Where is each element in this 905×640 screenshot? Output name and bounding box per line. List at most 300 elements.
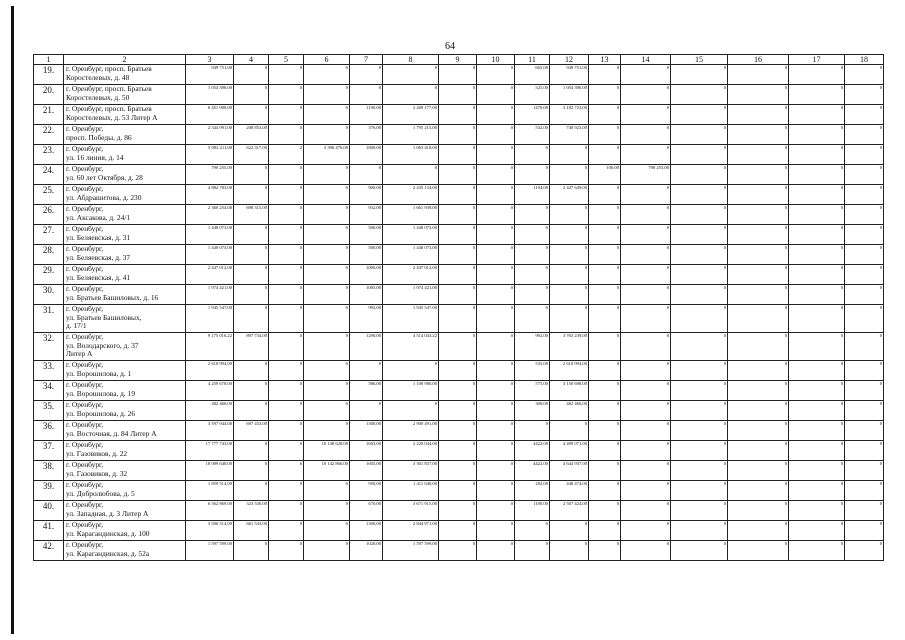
value-cell: 0 xyxy=(269,165,304,185)
value-cell: 0 xyxy=(477,401,515,421)
value-cell: 1300,00 xyxy=(350,421,383,441)
value-cell: 0 xyxy=(845,145,884,165)
value-cell: 0 xyxy=(671,333,728,361)
row-number: 35. xyxy=(34,401,64,421)
address-line: г. Оренбург, xyxy=(66,204,104,213)
value-cell: 0 xyxy=(304,245,350,265)
value-cell: 1 054 396,00 xyxy=(186,85,234,105)
value-cell: 900,00 xyxy=(350,185,383,205)
value-cell: 0 xyxy=(845,225,884,245)
value-cell: 0 xyxy=(477,245,515,265)
address-cell xyxy=(64,185,186,205)
value-cell: 1800,00 xyxy=(350,145,383,165)
value-cell: 1300,00 xyxy=(350,521,383,541)
value-cell: 0 xyxy=(789,125,845,145)
address-cell xyxy=(64,401,186,421)
value-cell: 0 xyxy=(789,441,845,461)
column-header: 12 xyxy=(550,55,589,65)
table-row xyxy=(34,421,884,441)
value-cell: 0 xyxy=(589,501,621,521)
value-cell: 0 xyxy=(845,85,884,105)
value-cell: 0 xyxy=(269,481,304,501)
value-cell: 0 xyxy=(671,501,728,521)
value-cell: 1100,00 xyxy=(515,501,550,521)
value-cell: 0 xyxy=(477,361,515,381)
value-cell: 0 xyxy=(728,245,789,265)
value-cell: 0 xyxy=(589,225,621,245)
value-cell: 0 xyxy=(589,401,621,421)
value-cell: 0 xyxy=(477,541,515,561)
address-cell xyxy=(64,145,186,165)
row-number: 31. xyxy=(34,305,64,333)
value-cell: 0 xyxy=(234,105,269,125)
table-row xyxy=(34,381,884,401)
value-cell: 323 530,00 xyxy=(234,501,269,521)
address-cell xyxy=(64,285,186,305)
value-cell: 0 xyxy=(589,421,621,441)
value-cell: 0 xyxy=(589,145,621,165)
value-cell: 0 xyxy=(234,65,269,85)
value-cell: 0 xyxy=(234,305,269,333)
value-cell: 0 xyxy=(589,541,621,561)
value-cell: 0 xyxy=(621,185,671,205)
value-cell: 0 xyxy=(477,461,515,481)
value-cell: 6 xyxy=(269,441,304,461)
address-line: ул. Братьев Башиловых, xyxy=(66,312,142,322)
value-cell: 0 xyxy=(269,381,304,401)
table-row xyxy=(34,165,884,185)
table-row xyxy=(34,285,884,305)
value-cell: 0 xyxy=(589,205,621,225)
address-line: ул. Газовиков, д. 32 xyxy=(66,468,128,478)
value-cell: 0 xyxy=(671,421,728,441)
row-number: 21. xyxy=(34,105,64,125)
address-cell xyxy=(64,333,186,361)
value-cell: 0 xyxy=(671,105,728,125)
column-header: 14 xyxy=(621,55,671,65)
value-cell: 0 xyxy=(728,305,789,333)
address-cell xyxy=(64,245,186,265)
address-line: ул. Володарского, д. 37 xyxy=(66,340,139,350)
value-cell: 790 255,00 xyxy=(186,165,234,185)
value-cell: 0 xyxy=(350,401,383,421)
value-cell: 0 xyxy=(304,481,350,501)
row-number: 26. xyxy=(34,205,64,225)
value-cell: 0 xyxy=(350,65,383,85)
value-cell: 0 xyxy=(439,165,477,185)
value-cell: 586,00 xyxy=(350,381,383,401)
value-cell: 575,00 xyxy=(515,381,550,401)
value-cell: 482 466,00 xyxy=(550,401,589,421)
address-line: ул. Братьев Башиловых, д. 16 xyxy=(66,292,159,302)
value-cell: 0 xyxy=(439,333,477,361)
address-line: г. Оренбург, xyxy=(66,224,104,233)
value-cell: 4 644 937,00 xyxy=(550,461,589,481)
value-cell: 790 255,00 xyxy=(621,165,671,185)
value-cell: 4 514 043,22 xyxy=(383,333,439,361)
value-cell: 0 xyxy=(789,521,845,541)
value-cell: 0 xyxy=(550,305,589,333)
value-cell: 0 xyxy=(439,105,477,125)
value-cell: 0 xyxy=(477,521,515,541)
value-cell: 0 xyxy=(589,105,621,125)
value-cell: 0 xyxy=(477,285,515,305)
row-number: 41. xyxy=(34,521,64,541)
table-row xyxy=(34,461,884,481)
value-cell: 0 xyxy=(671,245,728,265)
address-line: г. Оренбург, xyxy=(66,460,104,469)
value-cell: 1 597 599,00 xyxy=(383,541,439,561)
value-cell: 0 xyxy=(477,225,515,245)
address-line: ул. Беляевская, д. 37 xyxy=(66,252,131,262)
value-cell: 1 440 073,00 xyxy=(383,225,439,245)
value-cell: 0 xyxy=(439,521,477,541)
header-row xyxy=(34,55,884,65)
value-cell: 2 507 424,00 xyxy=(550,501,589,521)
value-cell: 2 xyxy=(269,145,304,165)
address-cell xyxy=(64,305,186,333)
value-cell: 0 xyxy=(671,205,728,225)
value-cell: 6 562 869,00 xyxy=(186,501,234,521)
value-cell: 0 xyxy=(589,481,621,501)
value-cell: 0 xyxy=(477,165,515,185)
value-cell: 0 xyxy=(269,333,304,361)
value-cell: 0 xyxy=(728,381,789,401)
value-cell: 0 xyxy=(304,125,350,145)
table-row xyxy=(34,265,884,285)
value-cell: 0 xyxy=(789,381,845,401)
value-cell: 0 xyxy=(234,401,269,421)
address-line: ул. Карагандинская, д. 52а xyxy=(66,548,150,558)
value-cell: 1 795 215,00 xyxy=(383,125,439,145)
value-cell: 0 xyxy=(789,541,845,561)
value-cell: 0 xyxy=(515,421,550,441)
column-header: 15 xyxy=(671,55,728,65)
value-cell: 0 xyxy=(439,145,477,165)
value-cell: 1 440 073,00 xyxy=(383,245,439,265)
value-cell: 0 xyxy=(789,265,845,285)
value-cell: 1 411 040,00 xyxy=(383,481,439,501)
address-cell xyxy=(64,125,186,145)
value-cell: 0 xyxy=(439,225,477,245)
value-cell: 0 xyxy=(477,381,515,401)
value-cell: 0 xyxy=(304,205,350,225)
value-cell: 0 xyxy=(728,225,789,245)
value-cell: 0 xyxy=(439,401,477,421)
value-cell: 0 xyxy=(789,285,845,305)
value-cell: 0 xyxy=(515,541,550,561)
value-cell: 1000,00 xyxy=(350,265,383,285)
value-cell: 0 xyxy=(621,421,671,441)
column-header: 1 xyxy=(34,55,64,65)
row-number: 42. xyxy=(34,541,64,561)
value-cell: 0 xyxy=(269,501,304,521)
value-cell: 0 xyxy=(671,305,728,333)
value-cell: 1005,00 xyxy=(350,285,383,305)
value-cell: 0 xyxy=(234,481,269,501)
address-line: г. Оренбург, xyxy=(66,332,104,341)
value-cell: 2 447 649,00 xyxy=(550,185,589,205)
value-cell: 9 175 016,22 xyxy=(186,333,234,361)
value-cell: 0 xyxy=(304,105,350,125)
value-cell: 300,00 xyxy=(515,401,550,421)
value-cell: 0 xyxy=(621,285,671,305)
value-cell: 0 xyxy=(589,361,621,381)
value-cell: 4 409 071,00 xyxy=(550,441,589,461)
address-line: ул. Ворошилова, д. 19 xyxy=(66,388,136,398)
value-cell: 0 xyxy=(671,285,728,305)
value-cell: 0 xyxy=(477,305,515,333)
value-cell: 0 xyxy=(621,381,671,401)
value-cell: 0 xyxy=(589,461,621,481)
value-cell: 0 xyxy=(728,333,789,361)
value-cell: 0 xyxy=(789,421,845,441)
page-edge-bar xyxy=(11,6,14,634)
value-cell: 1 108 980,00 xyxy=(383,381,439,401)
value-cell: 0 xyxy=(621,521,671,541)
value-cell: 0 xyxy=(304,265,350,285)
value-cell: 0 xyxy=(789,225,845,245)
value-cell: 0 xyxy=(589,85,621,105)
value-cell: 0 xyxy=(621,65,671,85)
value-cell: 0 xyxy=(304,305,350,333)
value-cell: 1 597 599,00 xyxy=(186,541,234,561)
value-cell: 535,00 xyxy=(515,361,550,381)
address-line: ул. Ворошилова, д. 26 xyxy=(66,408,136,418)
row-number: 28. xyxy=(34,245,64,265)
value-cell: 0 xyxy=(621,85,671,105)
value-cell: 670,00 xyxy=(350,501,383,521)
value-cell: 0 xyxy=(234,245,269,265)
value-cell: 0 xyxy=(515,205,550,225)
address-line: ул. Беляевская, д. 41 xyxy=(66,272,131,282)
value-cell: 0 xyxy=(439,185,477,205)
value-cell: 0 xyxy=(621,333,671,361)
row-number: 30. xyxy=(34,285,64,305)
value-cell: 0 xyxy=(589,185,621,205)
value-cell: 0 xyxy=(515,145,550,165)
value-cell: 0 xyxy=(477,441,515,461)
address-cell xyxy=(64,205,186,225)
value-cell: 0 xyxy=(234,185,269,205)
value-cell: 0 xyxy=(477,185,515,205)
column-header: 2 xyxy=(64,55,186,65)
address-line: ул. Карагандинская, д. 100 xyxy=(66,528,150,538)
value-cell: 0 xyxy=(845,285,884,305)
value-cell: 2 360 254,00 xyxy=(186,205,234,225)
value-cell: 0 xyxy=(789,481,845,501)
data-table xyxy=(33,54,884,561)
value-cell: 10 142 866,00 xyxy=(304,461,350,481)
value-cell: 4 259 678,00 xyxy=(186,381,234,401)
value-cell: 0 xyxy=(589,285,621,305)
value-cell: 0 xyxy=(234,265,269,285)
value-cell: 1 054 396,00 xyxy=(550,85,589,105)
value-cell: 0 xyxy=(589,441,621,461)
value-cell: 18 089 640,00 xyxy=(186,461,234,481)
column-header: 13 xyxy=(589,55,621,65)
value-cell: 0 xyxy=(789,461,845,481)
value-cell: 0 xyxy=(269,225,304,245)
value-cell: 665,00 xyxy=(515,65,550,85)
address-line: г. Оренбург, xyxy=(66,304,104,313)
value-cell: 0 xyxy=(515,165,550,185)
value-cell: 0 xyxy=(439,501,477,521)
table-row xyxy=(34,441,884,461)
value-cell: 1190,00 xyxy=(350,105,383,125)
value-cell: 0 xyxy=(269,85,304,105)
row-number: 39. xyxy=(34,481,64,501)
value-cell: 0 xyxy=(383,361,439,381)
address-line: г. Оренбург, xyxy=(66,420,104,429)
table-row xyxy=(34,65,884,85)
address-cell xyxy=(64,105,186,125)
value-cell: 0 xyxy=(728,185,789,205)
value-cell: 0 xyxy=(439,381,477,401)
address-cell xyxy=(64,461,186,481)
value-cell: 0 xyxy=(789,185,845,205)
value-cell: 0 xyxy=(439,441,477,461)
value-cell: 0 xyxy=(789,85,845,105)
value-cell: 2 610 994,00 xyxy=(550,361,589,381)
value-cell: 0 xyxy=(477,265,515,285)
value-cell: 0 xyxy=(269,305,304,333)
column-header: 11 xyxy=(515,55,550,65)
column-header: 17 xyxy=(789,55,845,65)
value-cell: 992,00 xyxy=(515,333,550,361)
value-cell: 0 xyxy=(845,125,884,145)
table-row xyxy=(34,501,884,521)
value-cell: 0 xyxy=(550,205,589,225)
value-cell: 0 xyxy=(439,541,477,561)
column-header: 6 xyxy=(304,55,350,65)
value-cell: 0 xyxy=(845,521,884,541)
value-cell: 0 xyxy=(550,265,589,285)
table-row xyxy=(34,401,884,421)
value-cell: 1 945 547,00 xyxy=(383,305,439,333)
value-cell: 1 859 514,00 xyxy=(186,481,234,501)
value-cell: 3 269 177,00 xyxy=(383,105,439,125)
value-cell: 100,00 xyxy=(589,165,621,185)
value-cell: 0 xyxy=(789,401,845,421)
value-cell: 0 xyxy=(304,285,350,305)
value-cell: 0 xyxy=(728,441,789,461)
value-cell: 0 xyxy=(439,361,477,381)
value-cell: 0 xyxy=(304,421,350,441)
value-cell: 0 xyxy=(269,361,304,381)
address-line: г. Оренбург, xyxy=(66,264,104,273)
value-cell: 0 xyxy=(269,205,304,225)
address-line: Коростелевых, д. 53 Литер А xyxy=(66,112,158,122)
address-cell xyxy=(64,521,186,541)
value-cell: 3 301 837,00 xyxy=(383,461,439,481)
value-cell: 0 xyxy=(671,165,728,185)
value-cell: 5 082 211,00 xyxy=(186,145,234,165)
row-number: 34. xyxy=(34,381,64,401)
address-line: Коростелевых, д. 48 xyxy=(66,72,130,82)
address-line: г. Оренбург, xyxy=(66,244,104,253)
value-cell: 2 447 012,00 xyxy=(383,265,439,285)
address-line: г. Оренбург, просп. Братьев xyxy=(66,104,152,113)
address-cell xyxy=(64,225,186,245)
value-cell: 0 xyxy=(383,401,439,421)
value-cell: 0 xyxy=(383,165,439,185)
value-cell: 0 xyxy=(845,421,884,441)
value-cell: 0 xyxy=(589,245,621,265)
value-cell: 0 xyxy=(589,305,621,333)
value-cell: 0 xyxy=(621,481,671,501)
value-cell: 448 474,00 xyxy=(550,481,589,501)
address-line: ул. 16 линия, д. 14 xyxy=(66,152,124,162)
table-row xyxy=(34,85,884,105)
address-cell xyxy=(64,381,186,401)
value-cell: 0 xyxy=(304,381,350,401)
value-cell: 3 671 915,00 xyxy=(383,501,439,521)
value-cell: 525,00 xyxy=(515,85,550,105)
value-cell: 0 xyxy=(671,441,728,461)
value-cell: 0 xyxy=(269,65,304,85)
value-cell: 0 xyxy=(589,381,621,401)
value-cell: 0 xyxy=(304,361,350,381)
value-cell: 0 xyxy=(621,401,671,421)
value-cell: 0 xyxy=(845,361,884,381)
column-header: 5 xyxy=(269,55,304,65)
value-cell: 0 xyxy=(477,501,515,521)
value-cell: 0 xyxy=(845,401,884,421)
value-cell: 0 xyxy=(477,145,515,165)
value-cell: 2 344 991,00 xyxy=(186,125,234,145)
row-number: 27. xyxy=(34,225,64,245)
value-cell: 0 xyxy=(589,265,621,285)
value-cell: 0 xyxy=(728,205,789,225)
value-cell: 0 xyxy=(477,105,515,125)
value-cell: 0 xyxy=(304,85,350,105)
address-line: Коростелевых, д. 50 xyxy=(66,92,130,102)
value-cell: 0 xyxy=(234,461,269,481)
value-cell: 0 xyxy=(845,185,884,205)
address-line: д. 17/1 xyxy=(66,321,87,331)
value-cell: 0 xyxy=(671,541,728,561)
value-cell: 2 610 994,00 xyxy=(186,361,234,381)
table-row xyxy=(34,541,884,561)
value-cell: 0 xyxy=(477,421,515,441)
address-line: ул. Западная, д. 3 Литер А xyxy=(66,508,149,518)
value-cell: 2 447 012,00 xyxy=(186,265,234,285)
value-cell: 0 xyxy=(845,441,884,461)
value-cell: 0 xyxy=(789,65,845,85)
table-body xyxy=(34,65,884,561)
value-cell: 0 xyxy=(671,481,728,501)
value-cell: 3 506 514,00 xyxy=(186,521,234,541)
table-row xyxy=(34,361,884,381)
value-cell: 0 xyxy=(589,125,621,145)
table-row xyxy=(34,205,884,225)
address-line: ул. Газовиков, д. 22 xyxy=(66,448,128,458)
value-cell: 0 xyxy=(789,333,845,361)
value-cell: 0 xyxy=(304,401,350,421)
table-row xyxy=(34,125,884,145)
address-line: ул. Беляевская, д. 31 xyxy=(66,232,131,242)
value-cell: 0 xyxy=(304,501,350,521)
value-cell: 0 xyxy=(789,501,845,521)
value-cell: 0 xyxy=(269,285,304,305)
address-line: г. Оренбург, xyxy=(66,284,104,293)
address-cell xyxy=(64,441,186,461)
address-line: ул. Аксакова, д. 24/1 xyxy=(66,212,131,222)
value-cell: 3 150 698,00 xyxy=(550,381,589,401)
value-cell: 0 xyxy=(234,85,269,105)
address-cell xyxy=(64,421,186,441)
